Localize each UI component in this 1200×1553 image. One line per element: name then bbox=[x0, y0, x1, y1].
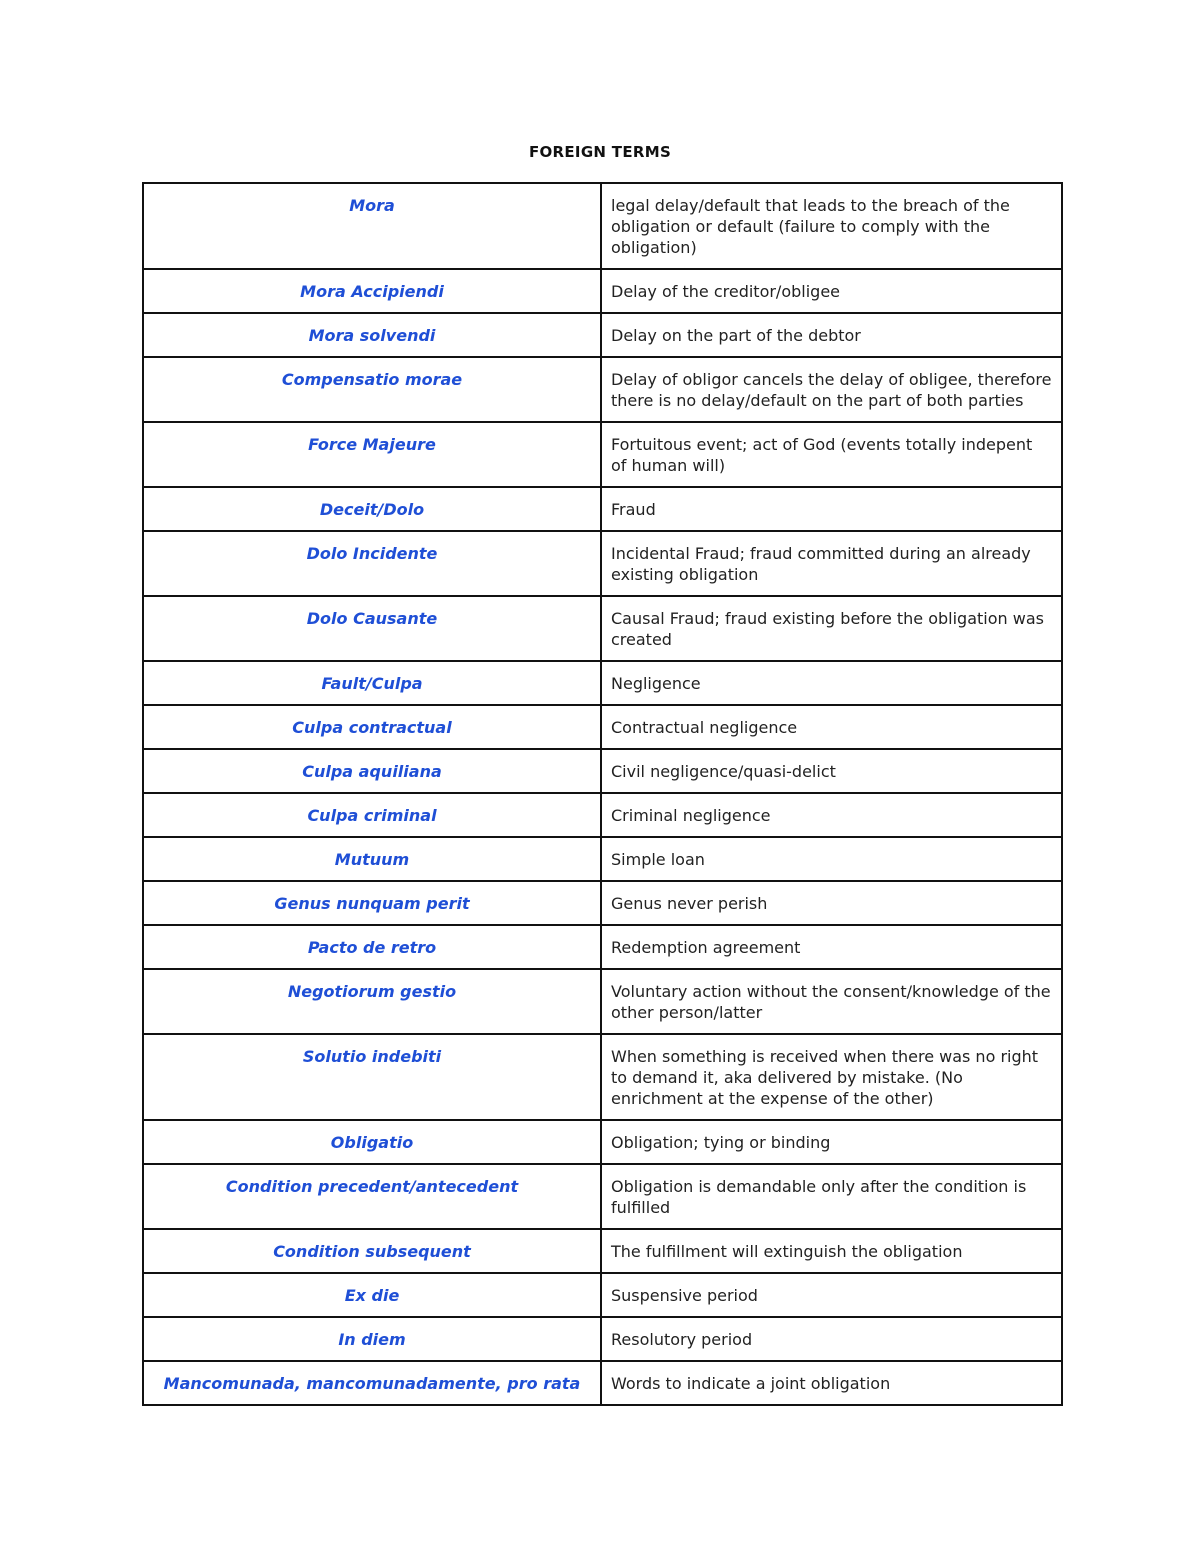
term-cell: Mora Accipiendi bbox=[143, 269, 601, 313]
table-row bbox=[143, 269, 1062, 313]
definition-cell: Incidental Fraud; fraud committed during an already existing obligation bbox=[601, 531, 1062, 596]
definition-cell: Negligence bbox=[601, 661, 1062, 705]
definition-cell: Criminal negligence bbox=[601, 793, 1062, 837]
table-row bbox=[143, 837, 1062, 881]
definition-cell: Obligation; tying or binding bbox=[601, 1120, 1062, 1164]
definition-cell: Voluntary action without the consent/knowledge of the other person/latter bbox=[601, 969, 1062, 1034]
table-row bbox=[143, 596, 1062, 661]
term-cell: Culpa contractual bbox=[143, 705, 601, 749]
term-cell: Mancomunada, mancomunadamente, pro rata bbox=[143, 1361, 601, 1405]
definition-cell: Delay of obligor cancels the delay of obligee, therefore there is no delay/default on the part of both parties bbox=[601, 357, 1062, 422]
table-row bbox=[143, 531, 1062, 596]
term-cell: Mora bbox=[143, 183, 601, 269]
table-row bbox=[143, 1164, 1062, 1229]
term-cell: Dolo Causante bbox=[143, 596, 601, 661]
definition-cell: Contractual negligence bbox=[601, 705, 1062, 749]
term-cell: Mutuum bbox=[143, 837, 601, 881]
term-cell: Dolo Incidente bbox=[143, 531, 601, 596]
definition-cell: legal delay/default that leads to the breach of the obligation or default (failure to comply with the obligation) bbox=[601, 183, 1062, 269]
term-cell: Culpa criminal bbox=[143, 793, 601, 837]
table-row bbox=[143, 1317, 1062, 1361]
definition-cell: Fraud bbox=[601, 487, 1062, 531]
definition-cell: Suspensive period bbox=[601, 1273, 1062, 1317]
table-row bbox=[143, 1229, 1062, 1273]
term-cell: Negotiorum gestio bbox=[143, 969, 601, 1034]
term-cell: Obligatio bbox=[143, 1120, 601, 1164]
table-row bbox=[143, 422, 1062, 487]
term-cell: Fault/Culpa bbox=[143, 661, 601, 705]
table-row bbox=[143, 881, 1062, 925]
table-row bbox=[143, 925, 1062, 969]
term-cell: Mora solvendi bbox=[143, 313, 601, 357]
table-row bbox=[143, 1120, 1062, 1164]
term-cell: Genus nunquam perit bbox=[143, 881, 601, 925]
term-cell: In diem bbox=[143, 1317, 601, 1361]
term-cell: Force Majeure bbox=[143, 422, 601, 487]
term-cell: Pacto de retro bbox=[143, 925, 601, 969]
table-row bbox=[143, 1273, 1062, 1317]
term-cell: Solutio indebiti bbox=[143, 1034, 601, 1120]
term-cell: Condition subsequent bbox=[143, 1229, 601, 1273]
table-row bbox=[143, 313, 1062, 357]
table-row bbox=[143, 969, 1062, 1034]
table-row bbox=[143, 487, 1062, 531]
definition-cell: Redemption agreement bbox=[601, 925, 1062, 969]
page-title: FOREIGN TERMS bbox=[528, 143, 672, 161]
table-row bbox=[143, 749, 1062, 793]
definition-cell: Obligation is demandable only after the condition is fulfilled bbox=[601, 1164, 1062, 1229]
table-row bbox=[143, 357, 1062, 422]
definition-cell: When something is received when there was no right to demand it, aka delivered by mistake. (No enrichment at the expense of the other) bbox=[601, 1034, 1062, 1120]
term-cell: Condition precedent/antecedent bbox=[143, 1164, 601, 1229]
term-cell: Ex die bbox=[143, 1273, 601, 1317]
term-cell: Culpa aquiliana bbox=[143, 749, 601, 793]
table-row bbox=[143, 1034, 1062, 1120]
foreign-terms-table bbox=[142, 182, 1063, 1406]
table-row bbox=[143, 1361, 1062, 1405]
table-row bbox=[143, 183, 1062, 269]
term-cell: Compensatio morae bbox=[143, 357, 601, 422]
definition-cell: Fortuitous event; act of God (events totally indepent of human will) bbox=[601, 422, 1062, 487]
table-row bbox=[143, 705, 1062, 749]
definition-cell: Causal Fraud; fraud existing before the obligation was created bbox=[601, 596, 1062, 661]
definition-cell: Words to indicate a joint obligation bbox=[601, 1361, 1062, 1405]
table-row bbox=[143, 793, 1062, 837]
definition-cell: Genus never perish bbox=[601, 881, 1062, 925]
definition-cell: Resolutory period bbox=[601, 1317, 1062, 1361]
definition-cell: Simple loan bbox=[601, 837, 1062, 881]
table-row bbox=[143, 661, 1062, 705]
definition-cell: Delay of the creditor/obligee bbox=[601, 269, 1062, 313]
definition-cell: Civil negligence/quasi-delict bbox=[601, 749, 1062, 793]
definition-cell: Delay on the part of the debtor bbox=[601, 313, 1062, 357]
definition-cell: The fulfillment will extinguish the obligation bbox=[601, 1229, 1062, 1273]
term-cell: Deceit/Dolo bbox=[143, 487, 601, 531]
